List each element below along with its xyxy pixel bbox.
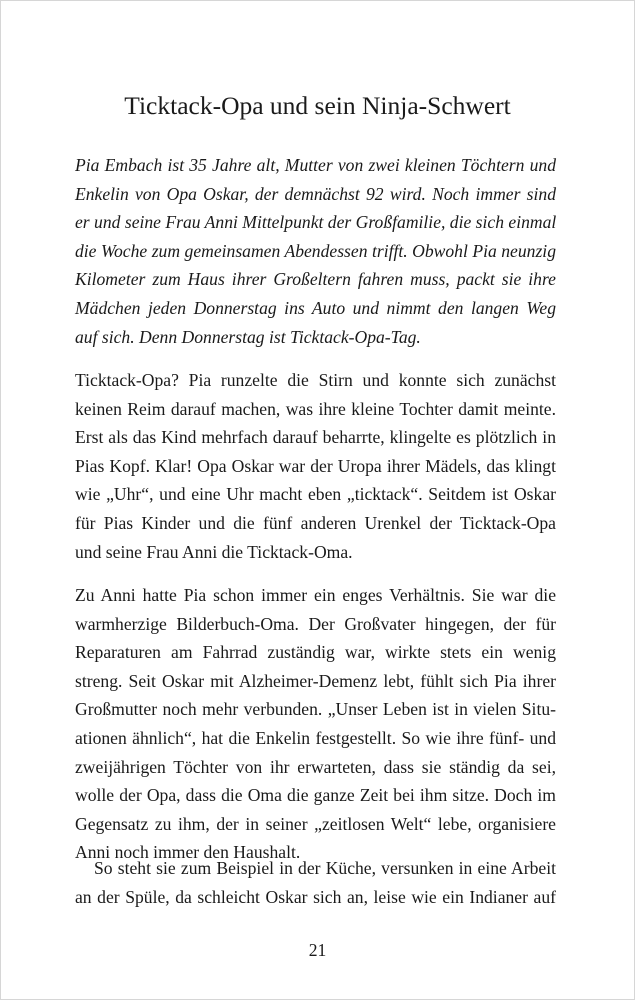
text-line: Anni noch immer den Haushalt.: [75, 842, 301, 863]
text-line: Reparaturen am Fahrrad zuständig war, wirkte stets ein wenig: [75, 642, 556, 663]
text-line: Kilometer zum Haus ihrer Großeltern fahren muss, packt sie ihre: [75, 269, 556, 290]
text-line: Pias Kopf. Klar! Opa Oskar war der Uropa ihrer Mädels, das klingt: [75, 455, 556, 476]
text-line: wie „Uhr“, und eine Uhr macht eben „ticktack“. Seitdem ist Oskar: [75, 484, 556, 505]
text-line: Großmutter noch mehr verbunden. „Unser Leben ist in vielen Situ-: [75, 699, 556, 720]
intro-paragraph: [75, 151, 556, 351]
text-line: an der Spüle, da schleicht Oskar sich an, leise wie ein Indianer auf: [75, 886, 556, 907]
text-line: Gegensatz zu ihm, der in seiner „zeitlosen Welt“ lebe, organisiere: [75, 813, 556, 834]
text-line: Zu Anni hatte Pia schon immer ein enges Verhältnis. Sie war die: [75, 585, 556, 605]
text-line: für Pias Kinder und die fünf anderen Urenkel der Ticktack-Opa: [75, 512, 556, 533]
text-line: wolle der Opa, dass die Oma die ganze Zeit bei ihm sitze. Doch im: [75, 785, 556, 806]
text-line: Ticktack-Opa? Pia runzelte die Stirn und konnte sich zunächst: [75, 370, 556, 390]
text-line: auf sich. Denn Donnerstag ist Ticktack-Opa-Tag.: [75, 326, 421, 347]
text-line: Erst als das Kind mehrfach darauf beharrte, klingelte es plötzlich in: [75, 427, 556, 448]
page-number: 21: [308, 940, 327, 960]
text-line: er und seine Frau Anni Mittelpunkt der Großfamilie, die sich einmal: [75, 212, 557, 233]
text-line: Enkelin von Opa Oskar, der demnächst 92 wird. Noch immer sind: [75, 183, 556, 204]
text-line: So steht sie zum Beispiel in der Küche, versunken in eine Arbeit: [94, 858, 556, 878]
chapter-title: Ticktack-Opa und sein Ninja-Schwert: [124, 91, 511, 120]
text-line: zweijährigen Töchter von ihr erwarteten, dass sie ständig da sei,: [75, 756, 556, 777]
text-line: die Woche zum gemeinsamen Abendessen trifft. Obwohl Pia neunzig: [75, 240, 556, 261]
text-line: warmherzige Bilderbuch-Oma. Der Großvater hingegen, der für: [75, 613, 556, 634]
text-line: keinen Reim darauf machen, was ihre kleine Tochter damit meinte.: [75, 398, 556, 419]
body-paragraph-2: [75, 581, 556, 867]
text-line: Mädchen jeden Donnerstag ins Auto und nimmt den langen Weg: [75, 297, 556, 318]
body-paragraph-1: [75, 366, 556, 566]
body-paragraph-3: [75, 854, 556, 911]
text-line: Pia Embach ist 35 Jahre alt, Mutter von zwei kleinen Töchtern und: [75, 155, 556, 175]
text-line: ationen ähnlich“, hat die Enkelin festgestellt. So wie ihre fünf- und: [75, 727, 556, 748]
text-line: streng. Seit Oskar mit Alzheimer-Demenz lebt, fühlt sich Pia ihrer: [75, 670, 556, 691]
text-line: und seine Frau Anni die Ticktack-Oma.: [75, 541, 353, 562]
